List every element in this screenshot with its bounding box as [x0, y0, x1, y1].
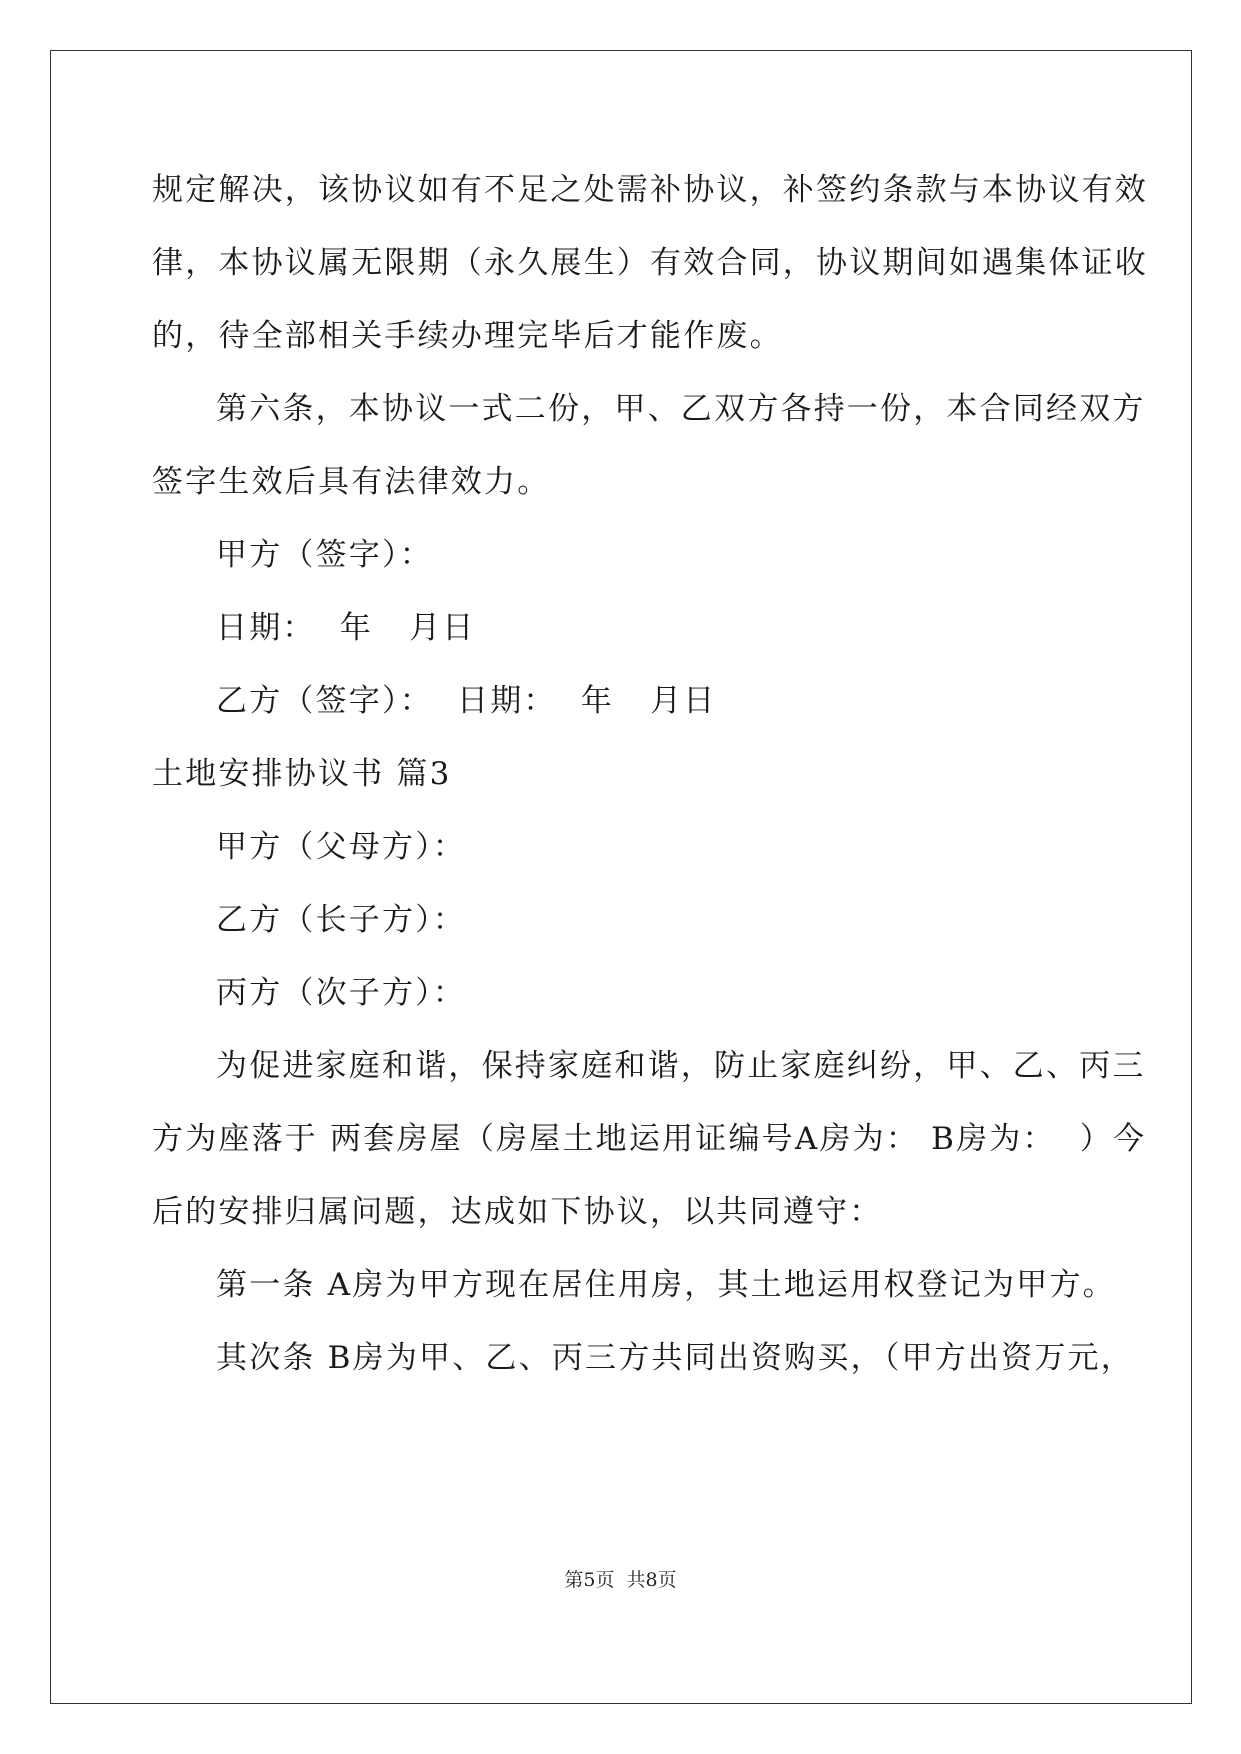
text-line: 方为座落于 两套房屋（房屋土地运用证编号A房为： B房为： ）今: [152, 1121, 1147, 1157]
paragraph-article-2: 其次条 B房为甲、乙、丙三方共同出资购买，（甲方出资万元，: [216, 1340, 1134, 1376]
text-line: 后的安排归属问题，达成如下协议，以共同遵守：: [152, 1194, 883, 1230]
text-line: 规定解决，该协议如有不足之处需补协议，补签约条款与本协议有效: [152, 172, 1148, 208]
party-a-signature-label: 甲方（签字）：: [216, 537, 433, 573]
paragraph-article-1: 第一条 A房为甲方现在居住用房，其土地运用权登记为甲方。: [216, 1267, 1116, 1303]
text-line: 签字生效后具有法律效力。: [152, 464, 551, 500]
party-a-label: 甲方（父母方）：: [216, 829, 467, 865]
text-line: 律，本协议属无限期（永久展生）有效合同，协议期间如遇集体证收: [152, 245, 1148, 281]
paragraph-preamble: 为促进家庭和谐，保持家庭和谐，防止家庭纠纷，甲、乙、丙三: [216, 1048, 1146, 1084]
paragraph-article-6: 第六条，本协议一式二份，甲、乙双方各持一份，本合同经双方: [216, 391, 1146, 427]
page-border: [50, 50, 1192, 1704]
party-b-signature-label: 乙方（签字）： 日期： 年 月日: [216, 683, 717, 719]
section-heading: 土地安排协议书 篇3: [152, 756, 452, 792]
text-line: 的，待全部相关手续办理完毕后才能作废。: [152, 318, 783, 354]
party-c-label: 丙方（次子方）：: [216, 975, 467, 1011]
date-label: 日期： 年 月日: [216, 610, 476, 646]
page-indicator: 第5页 共8页: [564, 1569, 677, 1591]
party-b-label: 乙方（长子方）：: [216, 902, 467, 938]
